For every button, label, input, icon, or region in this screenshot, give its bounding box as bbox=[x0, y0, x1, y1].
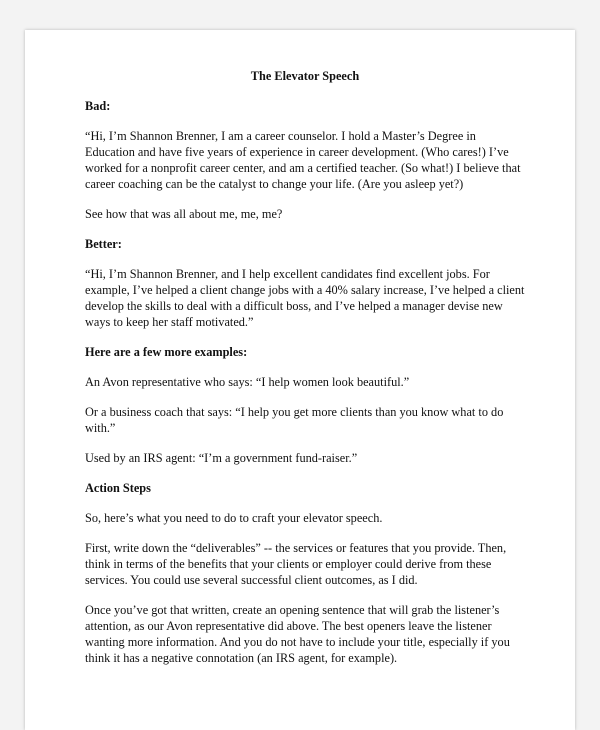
action-step-2: Once you’ve got that written, create an opening sentence that will grab the listener’s attention, as our Avon representative did above. The best openers leave the listener wanting more information. And you do not have to include your title, especially if you think it has a negative connotation (an IRS agent, for example). bbox=[85, 603, 510, 665]
document-page bbox=[25, 30, 575, 730]
document-content bbox=[85, 68, 525, 680]
better-quote: “Hi, I’m Shannon Brenner, and I help excellent candidates find excellent jobs. For example, I’ve helped a client change jobs with a 40% salary increase, I’ve helped a client develop the skills to deal with a difficult boss, and I’ve helped a manager devise new ways to keep her staff motivated.” bbox=[85, 267, 525, 329]
better-heading: Better: bbox=[85, 237, 122, 251]
document-title: The Elevator Speech bbox=[250, 69, 360, 83]
example-irs-agent: Used by an IRS agent: “I’m a government fund-raiser.” bbox=[85, 451, 358, 465]
action-step-1: First, write down the “deliverables” -- the services or features that you provide. Then, think in terms of the benefits that your clients or employer could derive from these services. You could use several successful client outcomes, as I did. bbox=[85, 541, 507, 587]
bad-heading: Bad: bbox=[85, 99, 111, 113]
example-business-coach: Or a business coach that says: “I help you get more clients than you know what to do with.” bbox=[85, 405, 504, 435]
action-intro: So, here’s what you need to do to craft your elevator speech. bbox=[85, 511, 383, 525]
examples-heading: Here are a few more examples: bbox=[85, 345, 248, 359]
action-steps-heading: Action Steps bbox=[85, 481, 151, 495]
bad-quote: “Hi, I’m Shannon Brenner, I am a career counselor. I hold a Master’s Degree in Education and have five years of experience in career development. (Who cares!) I’ve worked for a nonprofit career center, and am a certified teacher. (So what!) I believe that career coaching can be the catalyst to change your life. (Are you asleep yet?) bbox=[85, 129, 521, 191]
example-avon: An Avon representative who says: “I help women look beautiful.” bbox=[85, 375, 410, 389]
bad-comment: See how that was all about me, me, me? bbox=[85, 207, 283, 221]
